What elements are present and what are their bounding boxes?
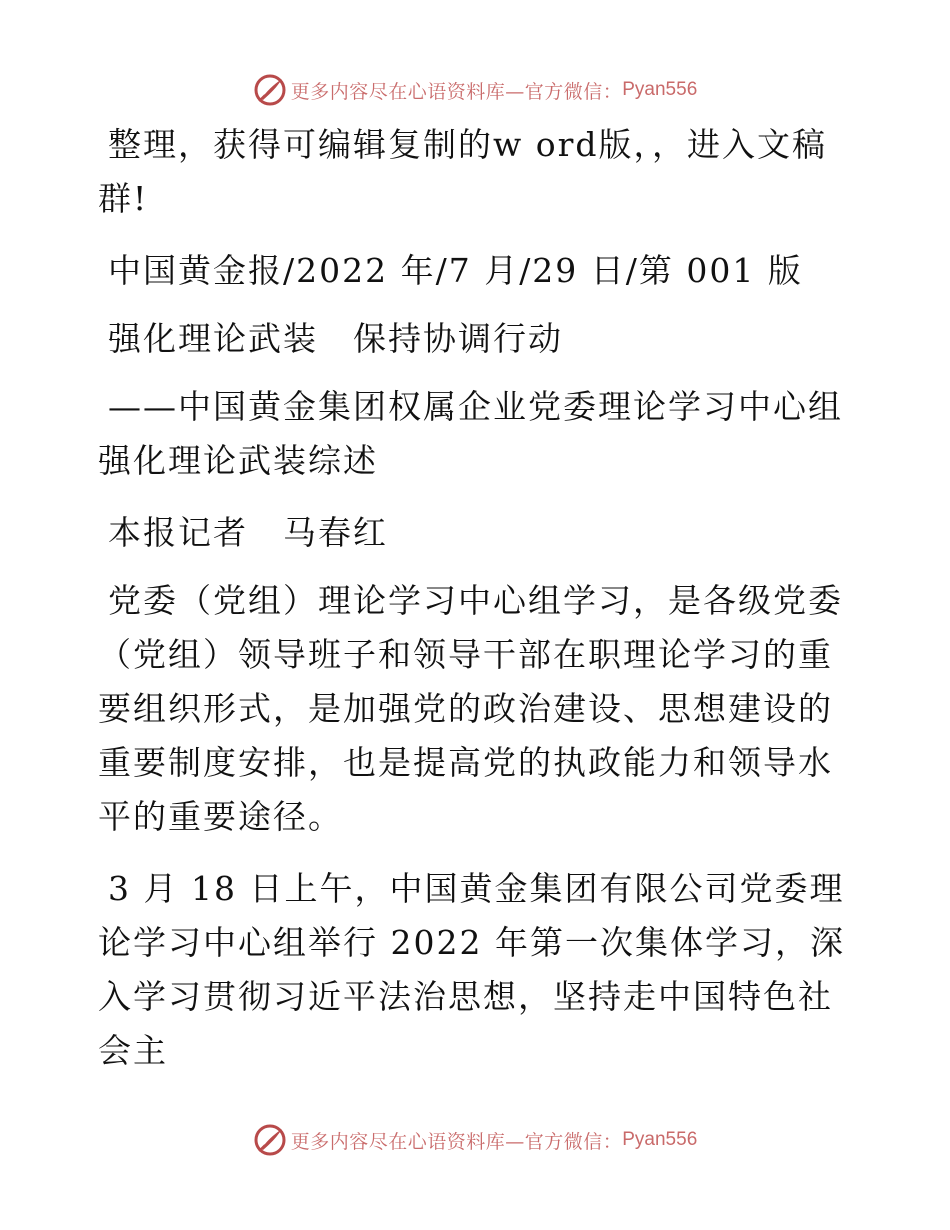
watermark-text: 更多内容尽在心语资料库—官方微信：	[290, 80, 623, 103]
watermark-wechat-id: Pyan556	[622, 1129, 698, 1150]
watermark-text: 更多内容尽在心语资料库—官方微信：	[290, 1130, 623, 1153]
source-line: 中国黄金报/2022 年/7 月/29 日/第 001 版	[108, 251, 803, 290]
footer-watermark	[0, 1120, 950, 1160]
feather-logo-icon	[253, 73, 287, 107]
body-paragraph: 党委（党组）理论学习中心组学习，是各级党委（党组）领导班子和领导干部在职理论学习的重要组织形式，是加强党的政治建设、思想建设的重要制度安排，也是提高党的执政能力和领导水平的重要途径。	[98, 581, 843, 836]
body-paragraph: 3 月 18 日上午，中国黄金集团有限公司党委理论学习中心组举行 2022 年第一次集体学习，深入学习贯彻习近平法治思想，坚持走中国特色社会主	[98, 869, 845, 1070]
header-watermark	[0, 70, 950, 110]
watermark-wechat-id: Pyan556	[622, 79, 698, 100]
document-body	[98, 118, 858, 1096]
article-title: 强化理论武装 保持协调行动	[108, 319, 563, 358]
article-subtitle: ——中国黄金集团权属企业党委理论学习中心组强化理论武装综述	[98, 387, 843, 480]
byline: 本报记者 马春红	[108, 513, 388, 552]
feather-logo-icon	[253, 1123, 287, 1157]
intro-paragraph: 整理，获得可编辑复制的w ord版，，进入文稿群!	[98, 125, 828, 218]
